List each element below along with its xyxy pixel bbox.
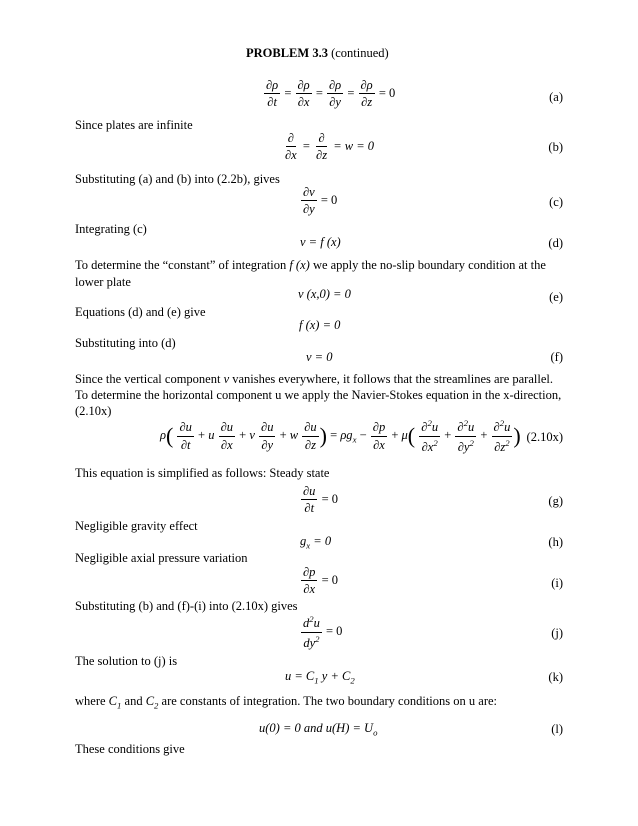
label-f: (f) bbox=[550, 350, 563, 364]
label-j: (j) bbox=[551, 626, 563, 640]
label-d: (d) bbox=[548, 236, 563, 250]
label-b: (b) bbox=[548, 140, 563, 154]
equation-f: v = 0 bbox=[306, 350, 333, 364]
text-substituting-d: Substituting into (d) bbox=[75, 336, 176, 350]
label-e: (e) bbox=[549, 290, 563, 304]
equation-b: $\frac{\partial}{\partial x}$ = $\frac{\partial}{\partial z}$ = w = 0 bbox=[285, 131, 375, 163]
text-integrating-c: Integrating (c) bbox=[75, 222, 147, 236]
problem-number: PROBLEM 3.3 bbox=[246, 46, 328, 60]
label-a: (a) bbox=[549, 90, 563, 104]
equation-l: u(0) = 0 and $u(H) = U_o$ bbox=[259, 721, 378, 738]
label-k: (k) bbox=[548, 670, 563, 684]
text-lower-plate: lower plate bbox=[75, 275, 131, 289]
label-g: (g) bbox=[548, 494, 563, 508]
equation-a: $\frac{\partial\rho}{\partial t}$ = $\frac{\partial\rho}{\partial x}$ = $\frac{\partial\rho}{\partial y}$ = $\frac{\partial\rho}{\partial z}$ = 0 bbox=[266, 78, 396, 110]
text-simplified: This equation is simplified as follows: Steady state bbox=[75, 466, 330, 480]
page-title bbox=[246, 46, 389, 61]
text-pressure: Negligible axial pressure variation bbox=[75, 551, 248, 565]
text-solution: The solution to (j) is bbox=[75, 654, 178, 668]
text-determine-constant: To determine the “constant” of integration f (x) we apply the no-slip boundary condition at the bbox=[75, 258, 546, 272]
title-continued: (continued) bbox=[331, 46, 389, 60]
text-substituting-ab: Substituting (a) and (b) into (2.2b), gives bbox=[75, 172, 280, 186]
equation-i: $\frac{\partial p}{\partial x}$ = 0 bbox=[303, 565, 338, 597]
equation-j: $\frac{d^2u}{dy^2}$ = 0 bbox=[303, 614, 343, 650]
text-horizontal-component: To determine the horizontal component u we apply the Navier-Stokes equation in the x-direction, bbox=[75, 388, 562, 402]
text-conditions: These conditions give bbox=[75, 742, 185, 756]
text-equations-de: Equations (d) and (e) give bbox=[75, 305, 206, 319]
equation-e2: f (x) = 0 bbox=[299, 318, 341, 332]
text-ref-210x: (2.10x) bbox=[75, 404, 112, 418]
equation-d: v = f (x) bbox=[300, 235, 341, 249]
label-2-10x: (2.10x) bbox=[526, 430, 563, 444]
label-i: (i) bbox=[551, 576, 563, 590]
text-vertical-component: Since the vertical component v vanishes everywhere, it follows that the streamlines are parallel. bbox=[75, 372, 553, 386]
equation-e: v (x,0) = 0 bbox=[298, 287, 351, 301]
label-c: (c) bbox=[549, 195, 563, 209]
text-substituting-bf: Substituting (b) and (f)-(i) into (2.10x) gives bbox=[75, 599, 298, 613]
equation-k: $u = C_1$ $y + C_2$ bbox=[285, 669, 355, 686]
text-where: where $C_1$ and $C_2$ are constants of integration. The two boundary conditions on u are: bbox=[75, 694, 497, 711]
equation-navier-stokes: ρ( $\frac{\partial u}{\partial t}$ + u $\frac{\partial u}{\partial x}$ + v $\frac{\partial u}{\partial y}$ + w $\frac{\partial u}{\partial z}$ ) = $\rho g_x$ − $\frac{\partial p}{\partial x}$ + μ( $\frac{\partial^2u}{\partial x^2}$ + $\frac{\partial^2u}{\partial y^2}$ + $\frac{\partial^2u}{\partial z^2}$ ) bbox=[160, 418, 521, 454]
equation-g: $\frac{\partial u}{\partial t}$ = 0 bbox=[303, 484, 338, 516]
text-gravity: Negligible gravity effect bbox=[75, 519, 198, 533]
label-h: (h) bbox=[548, 535, 563, 549]
equation-c: $\frac{\partial v}{\partial y}$ = 0 bbox=[303, 185, 338, 217]
text-plates-infinite: Since plates are infinite bbox=[75, 118, 193, 132]
equation-h: $g_x = 0$ bbox=[300, 534, 332, 551]
label-l: (l) bbox=[551, 722, 563, 736]
